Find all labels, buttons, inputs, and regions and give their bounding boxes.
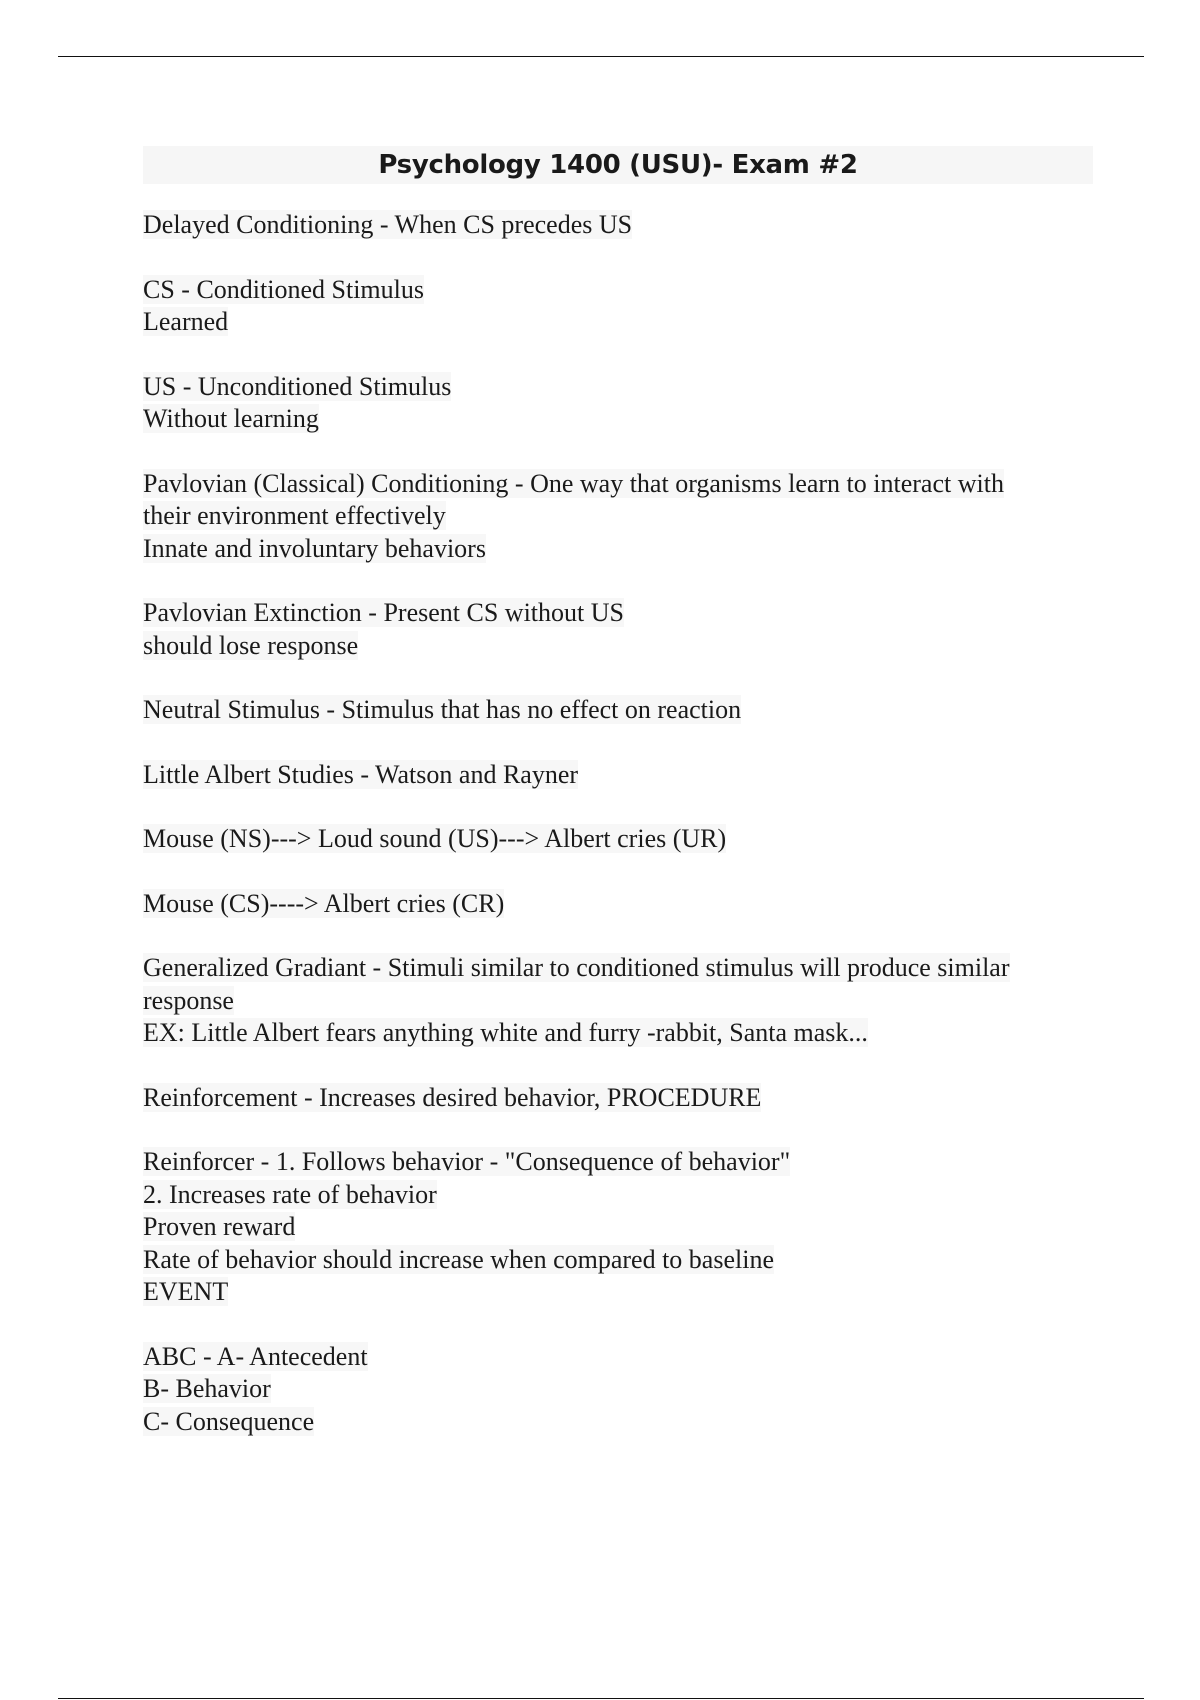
entry-line: Learned — [143, 307, 229, 336]
title-band — [143, 146, 1093, 184]
entry-line: Rate of behavior should increase when compared to baseline — [143, 1244, 774, 1274]
entry-unconditioned-stimulus — [143, 371, 1093, 436]
entry-line: should lose response — [143, 630, 359, 660]
entry-line: response — [143, 985, 234, 1015]
entry-line: Pavlovian (Classical) Conditioning - One way that organisms learn to interact with — [143, 468, 1004, 498]
document-page — [143, 146, 1093, 1470]
entry-line: Generalized Gradiant - Stimuli similar to conditioned stimulus will produce similar — [143, 953, 1010, 982]
entry-line: Pavlovian Extinction - Present CS without US — [143, 598, 624, 627]
entry-line: Mouse (CS)----> Albert cries (CR) — [143, 888, 505, 918]
entry-line: CS - Conditioned Stimulus — [143, 274, 424, 304]
entry-line: their environment effectively — [143, 501, 446, 530]
header-rule — [58, 56, 1144, 57]
document-title: Psychology 1400 (USU)- Exam #2 — [378, 150, 858, 180]
entry-delayed-conditioning — [143, 209, 1093, 242]
entry-line: US - Unconditioned Stimulus — [143, 371, 452, 401]
entry-mouse-ns — [143, 823, 1093, 856]
entry-mouse-cs — [143, 888, 1093, 921]
entry-line: Neutral Stimulus - Stimulus that has no effect on reaction — [143, 695, 742, 724]
entry-line: Innate and involuntary behaviors — [143, 533, 486, 563]
entry-abc — [143, 1341, 1093, 1439]
entry-pavlovian-extinction — [143, 597, 1093, 662]
entry-line: 2. Increases rate of behavior — [143, 1179, 437, 1209]
entry-neutral-stimulus — [143, 694, 1093, 727]
entry-line: ABC - A- Antecedent — [143, 1341, 368, 1371]
entry-line: Proven reward — [143, 1212, 296, 1241]
entry-line: EX: Little Albert fears anything white and furry -rabbit, Santa mask... — [143, 1018, 868, 1047]
entry-reinforcement — [143, 1082, 1093, 1115]
entry-pavlovian-conditioning — [143, 468, 1093, 566]
entry-line: C- Consequence — [143, 1406, 315, 1436]
entry-line: Little Albert Studies - Watson and Rayner — [143, 759, 579, 789]
entry-line: Reinforcer - 1. Follows behavior - "Consequence of behavior" — [143, 1147, 791, 1176]
entry-conditioned-stimulus — [143, 274, 1093, 339]
entry-line: B- Behavior — [143, 1374, 271, 1403]
entry-line: Delayed Conditioning - When CS precedes US — [143, 210, 633, 239]
footer-rule — [58, 1698, 1144, 1699]
entry-generalized-gradiant — [143, 952, 1093, 1050]
entry-line: Mouse (NS)---> Loud sound (US)---> Albert cries (UR) — [143, 824, 727, 853]
entry-line: EVENT — [143, 1277, 229, 1306]
entry-line: Without learning — [143, 404, 319, 433]
entry-little-albert — [143, 759, 1093, 792]
entry-line: Reinforcement - Increases desired behavior, PROCEDURE — [143, 1082, 762, 1112]
entry-reinforcer — [143, 1146, 1093, 1309]
